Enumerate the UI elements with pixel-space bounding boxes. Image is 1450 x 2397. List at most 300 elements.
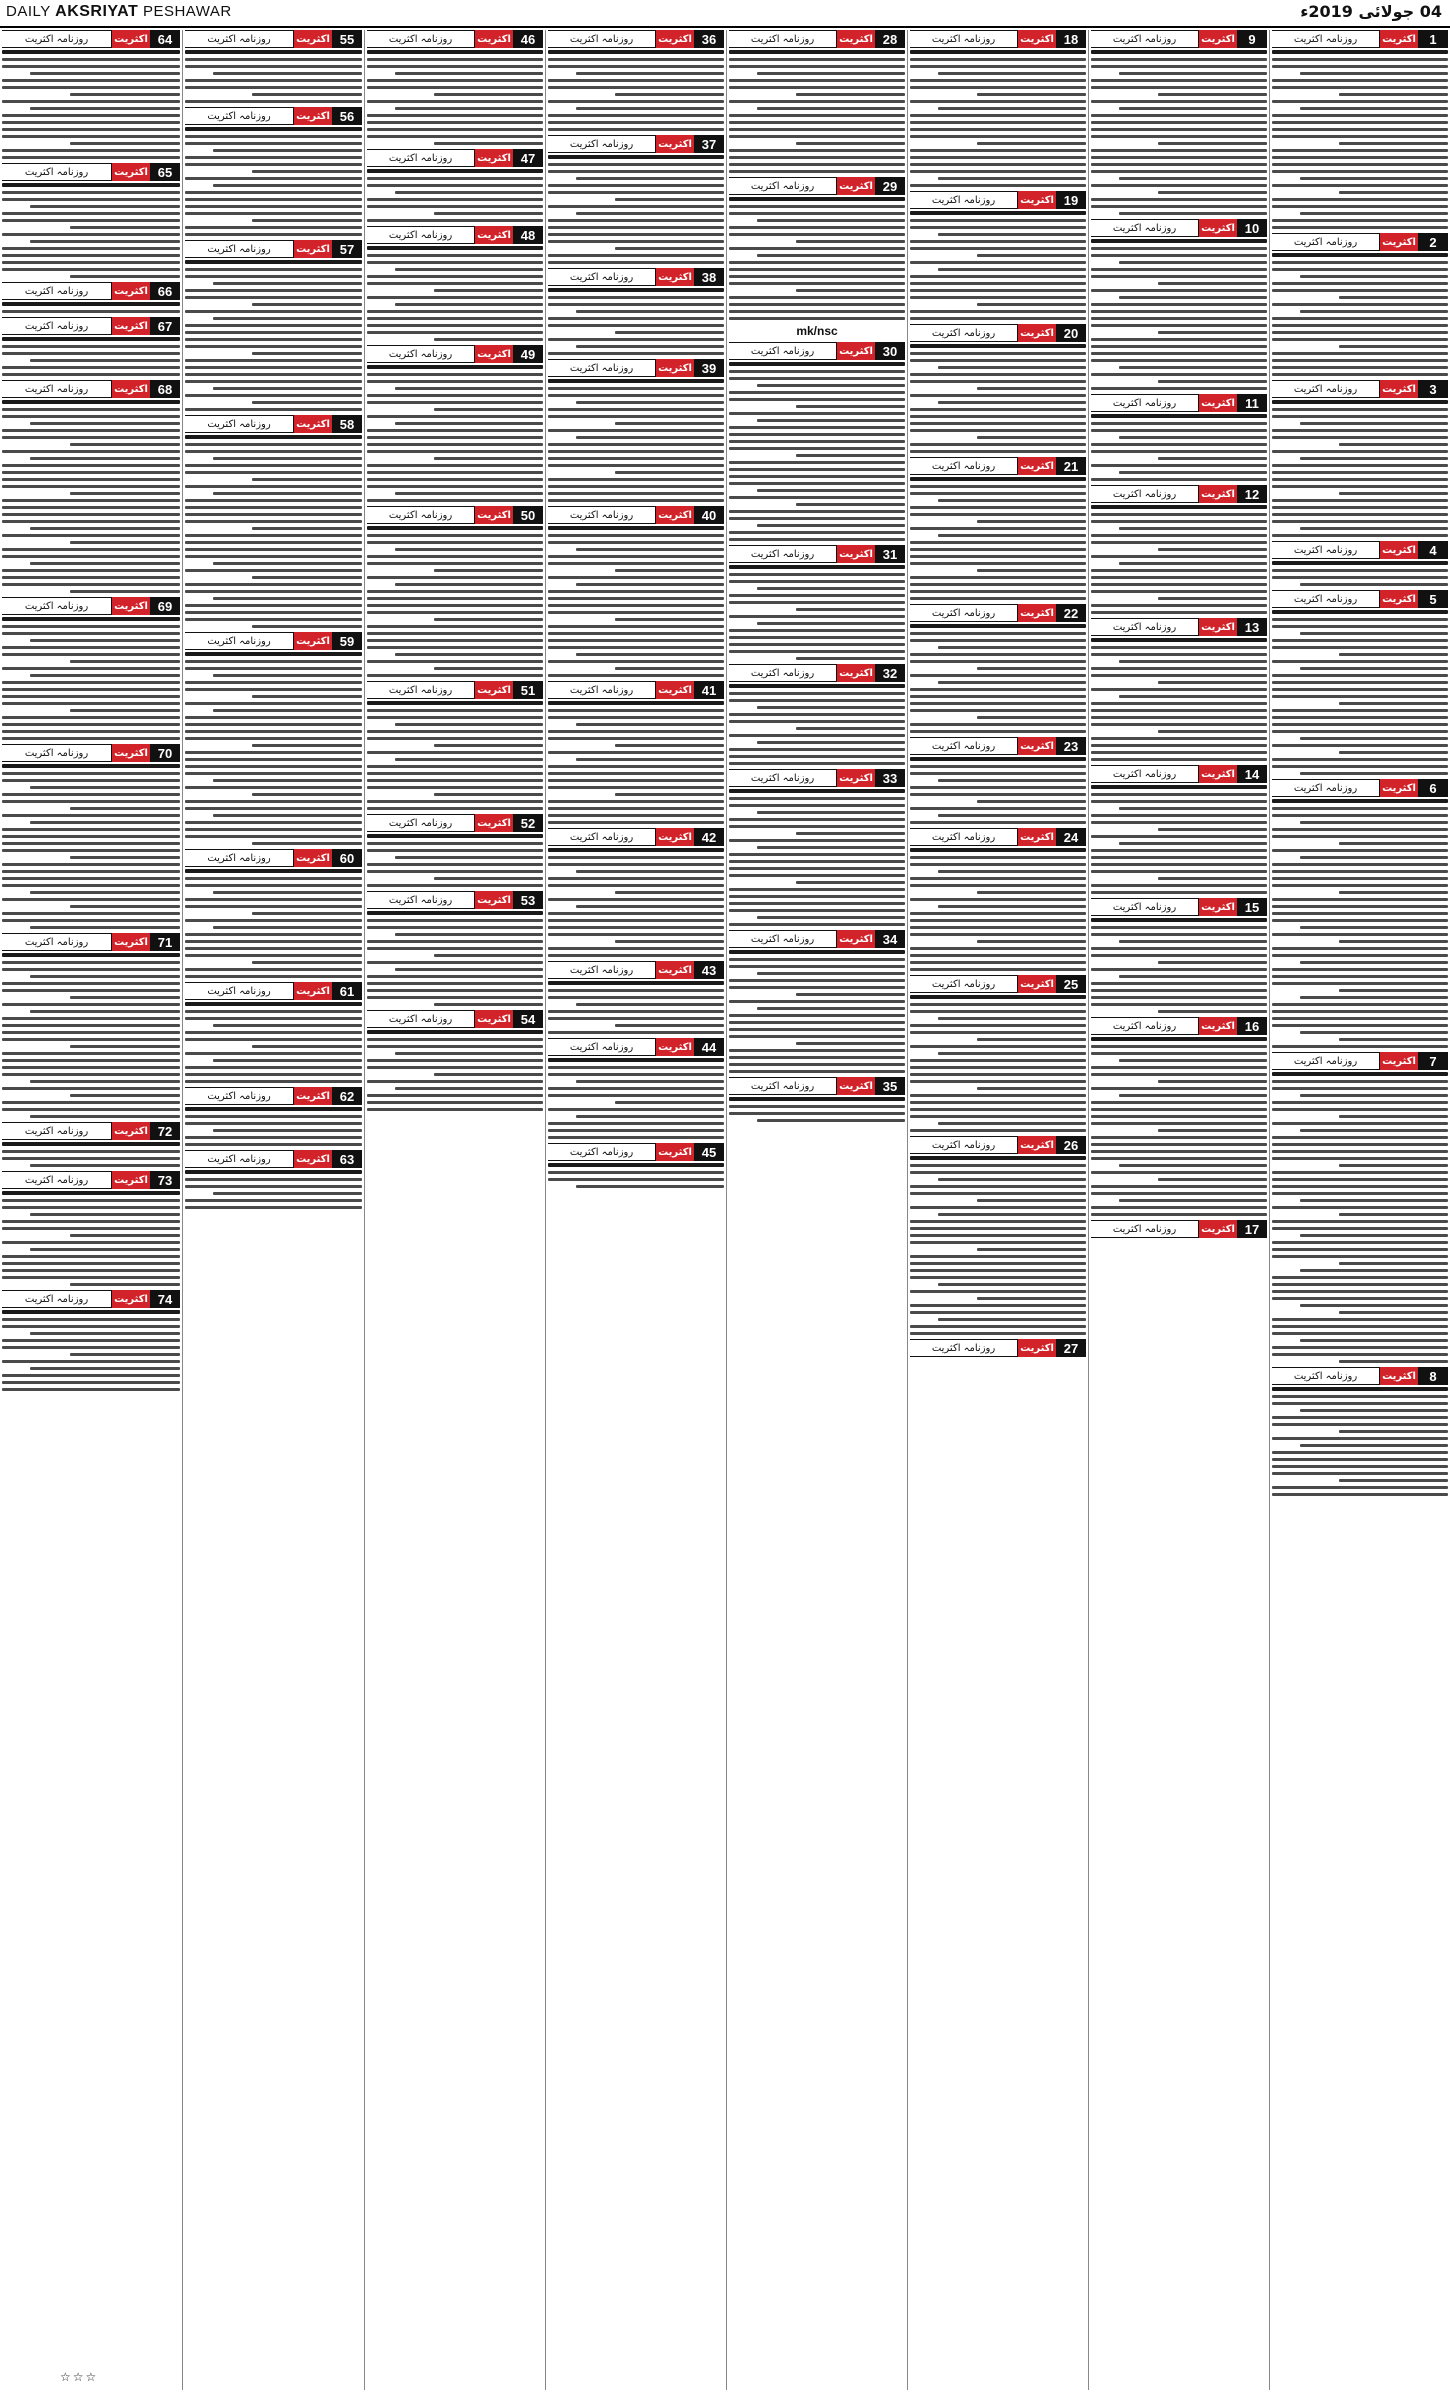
story-body <box>729 362 905 541</box>
text-line <box>70 1283 180 1286</box>
text-line <box>1300 107 1448 110</box>
text-line <box>367 765 543 768</box>
text-line <box>395 933 543 936</box>
text-line <box>1091 1108 1267 1111</box>
text-line <box>910 296 1086 299</box>
text-line <box>1158 457 1267 460</box>
story-number: 45 <box>694 1143 724 1161</box>
text-line <box>910 1115 1086 1118</box>
text-line <box>938 1017 1086 1020</box>
text-line <box>910 352 1086 355</box>
story-body <box>1272 400 1448 537</box>
text-line <box>548 800 724 803</box>
story-tag <box>729 664 905 682</box>
story-tag <box>910 1136 1086 1154</box>
news-story <box>548 961 724 1034</box>
story-logo: اکثریت <box>112 1171 150 1189</box>
story-label: روزنامہ اکثریت <box>910 975 1018 993</box>
text-line <box>548 933 724 936</box>
text-line <box>185 1073 362 1076</box>
story-number: 54 <box>513 1010 543 1028</box>
story-number: 60 <box>332 849 362 867</box>
text-line <box>1091 638 1267 642</box>
text-line <box>910 58 1086 61</box>
text-line <box>1272 408 1448 411</box>
text-line <box>395 653 543 656</box>
text-line <box>185 1052 362 1055</box>
text-line <box>2 247 180 250</box>
story-logo: اکثریت <box>837 664 875 682</box>
story-body <box>367 526 543 677</box>
text-line <box>757 254 905 257</box>
story-tag <box>1091 394 1267 412</box>
text-line <box>185 1038 362 1041</box>
story-tag <box>729 342 905 360</box>
text-line <box>548 989 724 992</box>
story-tag <box>910 604 1086 622</box>
text-line <box>757 622 905 625</box>
text-line <box>2 1360 180 1363</box>
story-logo: اکثریت <box>112 163 150 181</box>
text-line <box>548 240 724 243</box>
story-logo: اکثریت <box>837 342 875 360</box>
text-line <box>367 365 543 369</box>
text-line <box>938 779 1086 782</box>
text-line <box>1272 1185 1448 1188</box>
text-line <box>1272 1220 1448 1223</box>
text-line <box>395 387 543 390</box>
text-line <box>1272 1003 1448 1006</box>
story-label: روزنامہ اکثریت <box>548 359 656 377</box>
text-line <box>367 709 543 712</box>
story-body <box>910 1156 1086 1335</box>
news-story <box>2 317 180 376</box>
story-body <box>1272 253 1448 376</box>
text-line <box>434 618 543 621</box>
story-number: 40 <box>694 506 724 524</box>
text-line <box>910 443 1086 446</box>
news-story <box>2 380 180 593</box>
text-line <box>548 114 724 117</box>
story-number: 11 <box>1237 394 1267 412</box>
text-line <box>1339 1115 1448 1118</box>
text-line <box>729 226 905 229</box>
text-line <box>367 310 543 313</box>
text-line <box>548 1087 724 1090</box>
text-line <box>367 169 543 173</box>
text-line <box>2 625 180 628</box>
text-line <box>1091 968 1267 971</box>
text-line <box>30 975 180 978</box>
text-line <box>910 786 1086 789</box>
text-line <box>910 730 1086 733</box>
text-line <box>367 1094 543 1097</box>
story-body <box>1091 785 1267 894</box>
text-line <box>185 177 362 180</box>
story-label: روزنامہ اکثریت <box>2 1122 112 1140</box>
story-body <box>2 50 180 159</box>
news-story <box>910 324 1086 453</box>
text-line <box>1158 1178 1267 1181</box>
story-number: 50 <box>513 506 543 524</box>
story-logo: اکثریت <box>294 849 332 867</box>
story-body <box>729 950 905 1073</box>
text-line <box>185 366 362 369</box>
text-line <box>910 968 1086 971</box>
text-line <box>185 702 362 705</box>
text-line <box>185 569 362 572</box>
text-line <box>185 1185 362 1188</box>
text-line <box>548 632 724 635</box>
text-line <box>252 303 362 306</box>
text-line <box>910 415 1086 418</box>
text-line <box>434 338 543 341</box>
story-tag <box>2 282 180 300</box>
text-line <box>1091 926 1267 929</box>
text-line <box>185 786 362 789</box>
text-line <box>367 394 543 397</box>
text-line <box>1272 1024 1448 1027</box>
text-line <box>1339 842 1448 845</box>
text-line <box>185 310 362 313</box>
text-line <box>395 856 543 859</box>
text-line <box>2 1318 180 1321</box>
text-line <box>729 699 905 702</box>
text-line <box>2 555 180 558</box>
text-line <box>977 93 1086 96</box>
text-line <box>185 758 362 761</box>
story-number: 18 <box>1056 30 1086 48</box>
text-line <box>2 1255 180 1258</box>
story-tag <box>2 744 180 762</box>
text-line <box>1339 1360 1448 1363</box>
news-story <box>1091 394 1267 481</box>
story-label: روزنامہ اکثریت <box>367 681 475 699</box>
text-line <box>367 464 543 467</box>
text-line <box>185 667 362 670</box>
text-line <box>185 58 362 61</box>
text-line <box>548 807 724 810</box>
text-line <box>1272 253 1448 257</box>
story-number: 17 <box>1237 1220 1267 1238</box>
text-line <box>367 50 543 54</box>
news-story <box>910 457 1086 600</box>
text-line <box>185 435 362 439</box>
story-number: 33 <box>875 769 905 787</box>
text-line <box>548 996 724 999</box>
text-line <box>213 1059 362 1062</box>
news-story <box>910 1339 1086 1357</box>
text-line <box>548 457 724 460</box>
text-line <box>1272 975 1448 978</box>
story-label: روزنامہ اکثریت <box>367 1010 475 1028</box>
story-tag <box>729 177 905 195</box>
text-line <box>1091 835 1267 838</box>
text-line <box>729 197 905 201</box>
text-line <box>2 86 180 89</box>
text-line <box>548 765 724 768</box>
story-logo: اکثریت <box>1199 219 1237 237</box>
text-line <box>395 1052 543 1055</box>
text-line <box>910 477 1086 481</box>
text-line <box>2 1374 180 1377</box>
text-line <box>1091 1171 1267 1174</box>
news-story <box>185 632 362 845</box>
masthead-bar <box>0 0 1450 28</box>
text-line <box>367 590 543 593</box>
text-line <box>729 839 905 842</box>
text-line <box>1272 499 1448 502</box>
text-line <box>213 926 362 929</box>
story-label: روزنامہ اکثریت <box>729 342 837 360</box>
story-body <box>367 834 543 887</box>
text-line <box>729 734 905 737</box>
text-line <box>938 534 1086 537</box>
text-line <box>910 317 1086 320</box>
text-line <box>910 856 1086 859</box>
text-line <box>1272 1192 1448 1195</box>
text-line <box>213 709 362 712</box>
footer-stars: ☆☆☆ <box>60 2370 99 2384</box>
text-line <box>1300 961 1448 964</box>
text-line <box>70 93 180 96</box>
text-line <box>1272 1072 1448 1076</box>
text-line <box>1091 918 1267 922</box>
text-line <box>395 723 543 726</box>
text-line <box>2 569 180 572</box>
text-line <box>30 639 180 642</box>
text-line <box>1272 170 1448 173</box>
story-logo: اکثریت <box>1018 975 1056 993</box>
news-story <box>548 268 724 355</box>
text-line <box>395 268 543 271</box>
text-line <box>185 226 362 229</box>
text-line <box>910 261 1086 264</box>
text-line <box>576 758 724 761</box>
news-story <box>548 135 724 264</box>
text-line <box>30 527 180 530</box>
story-tag <box>1091 30 1267 48</box>
story-tag <box>548 135 724 153</box>
text-line <box>910 1262 1086 1265</box>
text-line <box>615 1101 724 1104</box>
text-line <box>729 391 905 394</box>
text-line <box>1091 239 1267 243</box>
text-line <box>185 212 362 215</box>
text-line <box>434 954 543 957</box>
story-logo: اکثریت <box>294 107 332 125</box>
text-line <box>1091 737 1267 740</box>
text-line <box>796 93 905 96</box>
story-logo: اکثریت <box>1380 30 1418 48</box>
text-line <box>185 233 362 236</box>
story-tag <box>548 268 724 286</box>
story-tag <box>1091 485 1267 503</box>
text-line <box>1091 933 1267 936</box>
brand-prefix: DAILY <box>6 3 51 20</box>
text-line <box>1091 1087 1267 1090</box>
story-body <box>2 337 180 376</box>
text-line <box>367 436 543 439</box>
text-line <box>910 1164 1086 1167</box>
text-line <box>548 926 724 929</box>
story-number: 25 <box>1056 975 1086 993</box>
text-line <box>70 1094 180 1097</box>
text-line <box>757 846 905 849</box>
text-line <box>185 289 362 292</box>
story-logo: اکثریت <box>1018 737 1056 755</box>
text-line <box>1300 177 1448 180</box>
text-line <box>548 387 724 390</box>
text-line <box>910 912 1086 915</box>
text-line <box>729 650 905 653</box>
text-line <box>1272 338 1448 341</box>
text-line <box>2 400 180 404</box>
text-line <box>910 590 1086 593</box>
text-line <box>185 380 362 383</box>
text-line <box>1272 870 1448 873</box>
text-line <box>548 394 724 397</box>
text-line <box>185 947 362 950</box>
text-line <box>1272 1451 1448 1454</box>
text-line <box>1300 527 1448 530</box>
story-number: 23 <box>1056 737 1086 755</box>
text-line <box>615 422 724 425</box>
text-line <box>185 716 362 719</box>
text-line <box>2 366 180 369</box>
text-line <box>1272 835 1448 838</box>
text-line <box>910 961 1086 964</box>
text-line <box>910 506 1086 509</box>
text-line <box>1272 65 1448 68</box>
text-line <box>1091 891 1267 894</box>
text-line <box>185 1178 362 1181</box>
story-logo: اکثریت <box>656 268 694 286</box>
text-line <box>1158 1010 1267 1013</box>
text-line <box>1272 513 1448 516</box>
text-line <box>548 701 724 705</box>
text-line <box>910 898 1086 901</box>
text-line <box>548 751 724 754</box>
text-line <box>2 919 180 922</box>
text-line <box>1158 191 1267 194</box>
text-line <box>729 1097 905 1101</box>
story-logo: اکثریت <box>294 415 332 433</box>
text-line <box>729 461 905 464</box>
text-line <box>185 835 362 838</box>
text-line <box>757 972 905 975</box>
text-line <box>1272 429 1448 432</box>
text-line <box>548 464 724 467</box>
text-line <box>185 499 362 502</box>
text-line <box>576 310 724 313</box>
text-line <box>367 779 543 782</box>
text-line <box>548 898 724 901</box>
text-line <box>729 825 905 828</box>
story-label: روزنامہ اکثریت <box>1091 219 1199 237</box>
text-line <box>729 412 905 415</box>
text-line <box>367 849 543 852</box>
text-line <box>30 1164 180 1167</box>
brand-name: AKSRIYAT <box>55 3 139 20</box>
text-line <box>910 219 1086 222</box>
text-line <box>367 870 543 873</box>
story-number: 1 <box>1418 30 1448 48</box>
text-line <box>548 205 724 208</box>
text-line <box>548 919 724 922</box>
story-logo: اکثریت <box>475 506 513 524</box>
text-line <box>185 737 362 740</box>
text-line <box>615 891 724 894</box>
story-label: روزنامہ اکثریت <box>2 597 112 615</box>
text-line <box>2 1276 180 1279</box>
text-line <box>1272 400 1448 404</box>
news-story <box>1091 30 1267 215</box>
story-logo: اکثریت <box>1380 380 1418 398</box>
text-line <box>1300 737 1448 740</box>
text-line <box>367 834 543 838</box>
text-line <box>910 128 1086 131</box>
text-line <box>1272 576 1448 579</box>
text-line <box>1119 261 1267 264</box>
text-line <box>910 211 1086 215</box>
text-line <box>757 587 905 590</box>
text-line <box>2 1031 180 1034</box>
story-body <box>548 981 724 1034</box>
text-line <box>757 706 905 709</box>
story-body <box>1272 1387 1448 1496</box>
story-body <box>910 624 1086 733</box>
text-line <box>910 114 1086 117</box>
text-line <box>30 457 180 460</box>
text-line <box>729 923 905 926</box>
text-line <box>30 1213 180 1216</box>
story-logo: اکثریت <box>1199 1017 1237 1035</box>
text-line <box>729 818 905 821</box>
text-line <box>1272 1297 1448 1300</box>
text-line <box>576 870 724 873</box>
story-label: روزنامہ اکثریت <box>1272 590 1380 608</box>
text-line <box>2 1339 180 1342</box>
text-line <box>434 744 543 747</box>
story-logo: اکثریت <box>1199 394 1237 412</box>
text-line <box>2 415 180 418</box>
news-story <box>1272 1367 1448 1496</box>
news-column <box>182 30 364 2390</box>
text-line <box>910 1241 1086 1244</box>
text-line <box>977 520 1086 523</box>
story-number: 72 <box>150 1122 180 1140</box>
story-number: 44 <box>694 1038 724 1056</box>
text-line <box>367 443 543 446</box>
news-story <box>729 769 905 926</box>
text-line <box>729 275 905 278</box>
text-line <box>1272 268 1448 271</box>
text-line <box>729 531 905 534</box>
story-body <box>2 1142 180 1167</box>
text-line <box>1119 436 1267 439</box>
text-line <box>1272 1437 1448 1440</box>
text-line <box>70 856 180 859</box>
text-line <box>2 1206 180 1209</box>
text-line <box>367 842 543 845</box>
story-number: 55 <box>332 30 362 48</box>
text-line <box>1300 583 1448 586</box>
text-line <box>910 583 1086 586</box>
text-line <box>1119 296 1267 299</box>
text-line <box>2 961 180 964</box>
text-line <box>1091 1073 1267 1076</box>
